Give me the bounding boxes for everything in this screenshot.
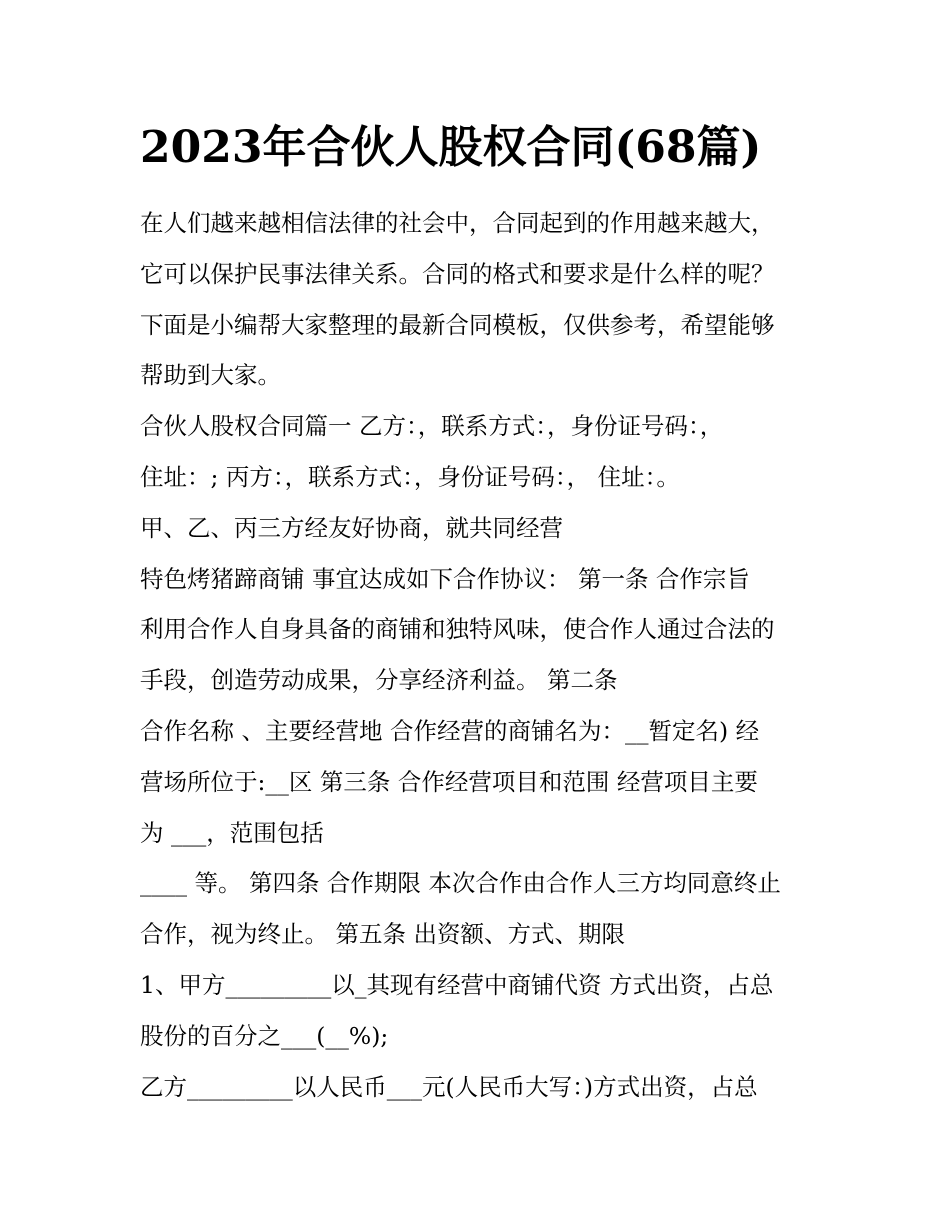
document-title: 2023年合伙人股权合同(68篇) [140, 122, 762, 173]
body-line: 利用合作人自身具备的商铺和独特风味，使合作人通过合法的 [140, 615, 775, 644]
body-line: 1、甲方_________以_其现有经营中商铺代资 方式出资，占总 [140, 970, 774, 999]
body-line: ____ 等。 第四条 合作期限 本次合作由合作人三方均同意终止 [140, 869, 781, 898]
body-line: 甲、乙、丙三方经友好协商，就共同经营 [140, 513, 563, 542]
body-line: 在人们越来越相信法律的社会中，合同起到的作用越来越大， [140, 209, 775, 237]
body-line: 为 ___，范围包括 [140, 818, 324, 847]
body-line: 合作名称 、主要经营地 合作经营的商铺名为：__暂定名) 经 [140, 716, 760, 745]
body-line: 它可以保护民事法律关系。合同的格式和要求是什么样的呢？ [140, 259, 775, 288]
body-line: 下面是小编帮大家整理的最新合同模板，仅供参考，希望能够 [140, 310, 775, 339]
body-line: 股份的百分之___(__%); [140, 1021, 389, 1050]
body-line: 住址：; 丙方：，联系方式：，身份证号码：， 住址：。 [140, 462, 680, 491]
body-line: 合伙人股权合同篇一 乙方：，联系方式：，身份证号码：， [140, 412, 724, 441]
body-line: 帮助到大家。 [140, 361, 281, 390]
body-line: 手段，创造劳动成果，分享经济利益。 第二条 [140, 666, 618, 695]
body-line: 乙方_________以人民币___元(人民币大写：)方式出资，占总 [140, 1072, 758, 1101]
body-line: 营场所位于:__区 第三条 合作经营项目和范围 经营项目主要 [140, 767, 758, 796]
body-line: 特色烤猪蹄商铺 事宜达成如下合作协议： 第一条 合作宗旨 [140, 564, 750, 593]
document-body [140, 203, 840, 1117]
body-line: 合作，视为终止。 第五条 出资额、方式、期限 [140, 920, 625, 949]
